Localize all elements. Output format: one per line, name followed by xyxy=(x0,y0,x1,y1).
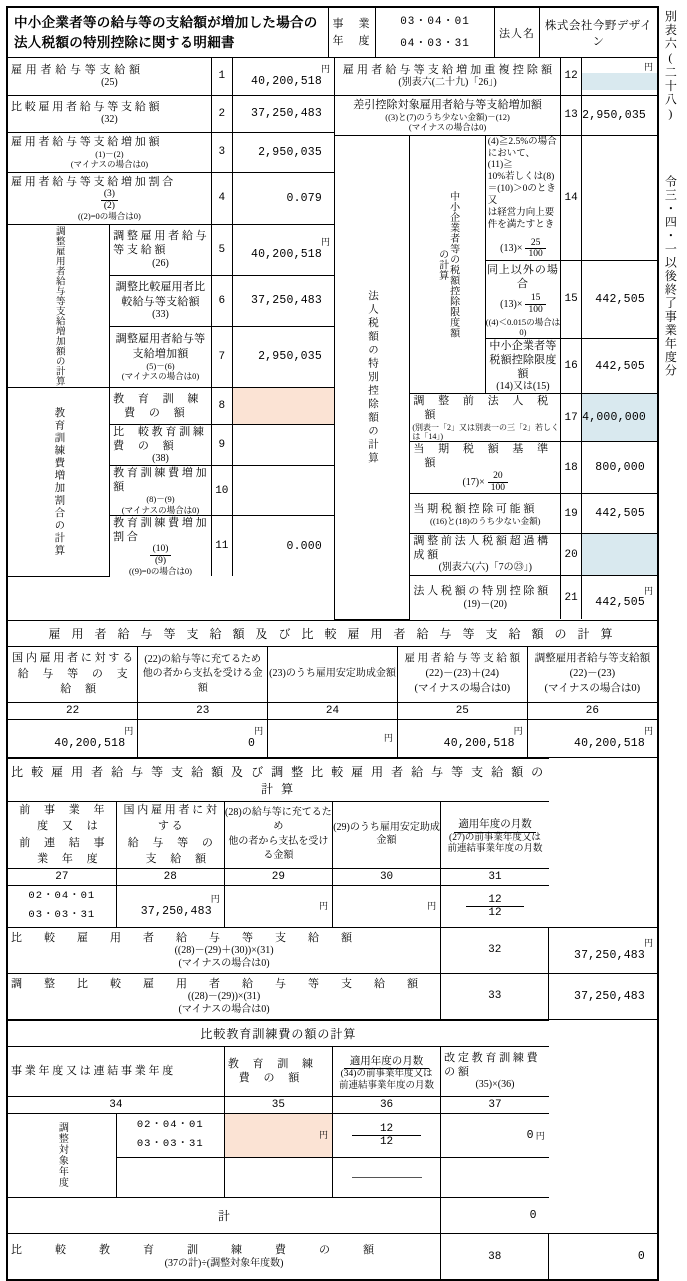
period-start: 03・04・01 xyxy=(400,15,470,28)
row20-number: 20 xyxy=(561,534,582,576)
row6-number: 6 xyxy=(211,275,232,326)
row18-value[interactable]: 800,000 xyxy=(582,441,657,493)
col36-number: 36 xyxy=(332,1096,440,1113)
col30-header: (29)のうち雇用安定助成金額 xyxy=(332,801,440,868)
row4-number: 4 xyxy=(211,172,232,224)
row33-number: 33 xyxy=(441,973,549,1019)
section-wage-calc xyxy=(8,620,657,758)
table-row xyxy=(8,387,334,424)
row14-label xyxy=(485,135,560,260)
col28-number: 28 xyxy=(116,868,224,885)
yen-mark: 円 xyxy=(535,1130,545,1141)
target-period-start: 02・04・01 xyxy=(136,1119,204,1132)
col26-value: 40,200,518 xyxy=(573,736,645,750)
col31-number: 31 xyxy=(441,868,549,885)
col26-value-cell[interactable] xyxy=(527,719,657,757)
row21-value-cell[interactable] xyxy=(582,575,657,619)
yen-mark: 円 xyxy=(383,732,393,743)
row9-value[interactable] xyxy=(232,424,334,466)
row5-label: 調 整 雇 用 者 給 与 等 支 給 額 (26) xyxy=(110,224,212,275)
divider-line xyxy=(352,1177,422,1178)
table-row xyxy=(8,132,334,172)
yen-mark: 円 xyxy=(643,62,653,73)
col31-value-cell[interactable] xyxy=(441,885,549,927)
table-row xyxy=(335,95,658,135)
yen-mark: 円 xyxy=(210,894,220,905)
left-items-table xyxy=(8,58,334,577)
prev-period-start: 02・04・01 xyxy=(28,890,96,903)
prev-period-end: 03・03・31 xyxy=(28,909,96,922)
row1-value-cell[interactable] xyxy=(232,58,334,95)
col22-value-cell[interactable] xyxy=(8,719,138,757)
period-end: 04・03・31 xyxy=(400,37,470,50)
row4-value[interactable]: 0.079 xyxy=(232,172,334,224)
row36-value-cell-2[interactable] xyxy=(332,1157,440,1197)
row35-value-cell-2[interactable] xyxy=(224,1157,332,1197)
row38-number: 38 xyxy=(441,1233,549,1279)
row15-number: 15 xyxy=(561,260,582,338)
row13-number: 13 xyxy=(561,95,582,135)
row11-frac-denominator: (9) xyxy=(154,555,167,566)
row12-value xyxy=(582,73,657,90)
yen-mark: 円 xyxy=(643,585,653,596)
col22-header: 国 内 雇 用 者 に 対 す る 給 与 等 の 支 給 額 xyxy=(8,646,138,702)
col27-number: 27 xyxy=(8,868,116,885)
row15-frac-numerator: 15 xyxy=(525,293,545,305)
row33-label: 調 整 比 較 雇 用 者 給 与 等 支 給 額 ((28)－(29))×(31) (マイナスの場合は0) xyxy=(8,973,441,1019)
target-period-end: 03・03・31 xyxy=(136,1138,204,1151)
row12-number: 12 xyxy=(561,58,582,95)
col27-value-cell[interactable] xyxy=(8,885,116,927)
side-strip-text xyxy=(662,6,677,480)
row16-number: 16 xyxy=(561,338,582,394)
row18-frac-numerator: 20 xyxy=(488,471,508,483)
row13-value[interactable]: 2,950,035 xyxy=(582,95,657,135)
col37-header: 改 定 教 育 訓 練 費 の 額 (35)×(36) xyxy=(441,1046,549,1096)
col22-number: 22 xyxy=(8,702,138,719)
col30-number: 30 xyxy=(332,868,440,885)
row2-value[interactable]: 37,250,483 xyxy=(232,95,334,132)
col31-header: 適用年度の月数 (27)の前事業年度又は 前連結事業年度の月数 xyxy=(441,801,549,868)
row15-formula-prefix: (13)× xyxy=(500,298,523,310)
fiscal-year-label xyxy=(329,8,376,58)
yen-mark: 円 xyxy=(320,64,330,75)
row19-label: 当 期 税 額 控 除 可 能 額 ((16)と(18)のうち少ない金額) xyxy=(410,494,561,534)
row17-number: 17 xyxy=(561,394,582,442)
yen-mark: 円 xyxy=(513,726,523,737)
row14-formula-prefix: (13)× xyxy=(500,243,523,255)
row13-label: 差引控除対象雇用者給与等支給増加額 ((3)と(7)のうち少ない金額)－(12) (マイナスの場合は0) xyxy=(335,95,561,135)
form-outer-frame xyxy=(6,6,659,1281)
table-row xyxy=(8,58,334,95)
col37-number: 37 xyxy=(441,1096,549,1113)
row2-label: 比 較 雇 用 者 給 与 等 支 給 額 (32) xyxy=(8,95,211,132)
row20-label: 調 整 前 法 人 税 額 超 過 構 成 額 (別表六(六)「7の㉓」) xyxy=(410,534,561,576)
row21-value: 442,505 xyxy=(595,595,645,609)
col34-number: 34 xyxy=(8,1096,224,1113)
title-line-1: 中小企業者等の給与等の支給額が増加した場合の xyxy=(14,15,318,30)
row4-frac-numerator: (3) xyxy=(101,189,118,201)
row18-formula-prefix: (17)× xyxy=(462,476,485,488)
yen-mark: 円 xyxy=(427,900,437,911)
yen-mark: 円 xyxy=(254,726,264,737)
col35-number: 35 xyxy=(224,1096,332,1113)
corp-name-value[interactable]: 株式会社今野デザイン xyxy=(540,8,658,58)
page-title xyxy=(8,8,329,58)
row1-label: 雇 用 者 給 与 等 支 給 額 (25) xyxy=(8,58,211,95)
col23-value-cell[interactable] xyxy=(138,719,268,757)
row36-value-cell[interactable] xyxy=(332,1113,440,1157)
yen-mark: 円 xyxy=(643,938,653,949)
form-side-strip xyxy=(659,6,685,1281)
section3-title: 比 較 雇 用 者 給 与 等 支 給 額 及 び 調 整 比 較 雇 用 者 給 与 等 支 給 額 の 計 算 xyxy=(8,758,549,801)
col27-header: 前 事 業 年 度 又 は 前 連 結 事 業 年 度 xyxy=(8,801,116,868)
month-denominator: 12 xyxy=(379,1135,394,1148)
row1-number: 1 xyxy=(211,58,232,95)
col22-value: 40,200,518 xyxy=(54,736,126,750)
form-number: 別表六(二十八) xyxy=(663,10,678,122)
row17-label: 調 整 前 法 人 税 額 (別表一「2」又は別表一の三「2」若しくは「14」) xyxy=(410,394,561,442)
row3-value[interactable]: 2,950,035 xyxy=(232,132,334,172)
section-comparative-wage-calc xyxy=(8,758,657,1020)
col36-header: 適用年度の月数 (34)の前事業年度又は 前連結事業年度の月数 xyxy=(332,1046,440,1096)
col28-header: 国 内 雇 用 者 に 対 す る 給 与 等 の 支 給 額 xyxy=(116,801,224,868)
row18-number: 18 xyxy=(561,441,582,493)
row7-number: 7 xyxy=(211,326,232,387)
col24-value-cell[interactable] xyxy=(268,719,398,757)
row7-value[interactable]: 2,950,035 xyxy=(232,326,334,387)
title-line-2: 法人税額の特別控除に関する明細書 xyxy=(14,34,235,50)
row38-value[interactable]: 0 xyxy=(549,1233,657,1279)
group-label-adjusted-wage: 調整雇用者給与等支給増加額の計算 xyxy=(8,224,110,387)
total-label: 計 xyxy=(8,1197,441,1233)
table-row xyxy=(8,95,334,132)
row18-frac-denominator: 100 xyxy=(490,482,506,493)
row15-value[interactable]: 442,505 xyxy=(582,260,657,338)
row5-value: 40,200,518 xyxy=(250,247,322,261)
row15-label: 同上以外の場合 (13)× $\frac{15}{100}$ ((4)＜0.015の場合は0) xyxy=(485,260,560,338)
col29-number: 29 xyxy=(224,868,332,885)
section2-title: 雇 用 者 給 与 等 支 給 額 及 び 比 較 雇 用 者 給 与 等 支 給 額 の 計 算 xyxy=(8,620,657,646)
row12-value-cell[interactable] xyxy=(582,58,657,95)
col25-value: 40,200,518 xyxy=(443,736,515,750)
group-label-target-years: 調整対象年度 xyxy=(8,1113,116,1197)
col24-header: (23)のうち雇用安定助成金額 xyxy=(268,646,398,702)
corp-name-label: 法人名 xyxy=(495,8,540,58)
col35-header: 教 育 訓 練 費 の 額 xyxy=(224,1046,332,1096)
form-applicability-note: 令三・四・一以後終了事業年度分 xyxy=(663,175,678,378)
row12-label: 雇 用 者 給 与 等 支 給 増 加 重 複 控 除 額 (別表六(二十九)「26」) xyxy=(335,58,561,95)
row34-dates-cell-2[interactable] xyxy=(116,1157,224,1197)
col23-number: 23 xyxy=(138,702,268,719)
col30-value-cell[interactable] xyxy=(332,885,440,927)
row11-value[interactable]: 0.000 xyxy=(232,515,334,576)
row14-number: 14 xyxy=(561,135,582,260)
col34-header: 事 業 年 度 又 は 連 結 事 業 年 度 xyxy=(8,1046,224,1096)
table-row xyxy=(335,135,658,260)
page-layout xyxy=(6,6,685,1281)
row37-value: 0 xyxy=(526,1128,534,1142)
right-items-table xyxy=(334,58,657,620)
row35-value-cell[interactable] xyxy=(224,1113,332,1157)
row11-label: 教 育 訓 練 費 増 加 割 合 $\frac{(10)}{(9)}$ ((9)=0の場合は0) xyxy=(110,515,212,576)
yen-mark: 円 xyxy=(643,726,653,737)
row32-value-cell[interactable] xyxy=(549,927,657,973)
row10-number: 10 xyxy=(211,466,232,516)
col26-header: 調整雇用者給与等支給額 (22)－(23) (マイナスの場合は0) xyxy=(527,646,657,702)
table-row xyxy=(8,224,334,275)
month-numerator: 12 xyxy=(466,894,523,907)
row7-label: 調整雇用者給与等支給増加額 (5)－(6) (マイナスの場合は0) xyxy=(110,326,212,387)
row37-value-cell[interactable] xyxy=(441,1113,549,1157)
row18-label: 当 期 税 額 基 準 額 (17)× $\frac{20}{100}$ xyxy=(410,441,561,493)
row6-label: 調整比較雇用者比較給与等支給額 (33) xyxy=(110,275,212,326)
row21-number: 21 xyxy=(561,575,582,619)
row11-number: 11 xyxy=(211,515,232,576)
month-numerator: 12 xyxy=(352,1123,421,1136)
row32-value: 37,250,483 xyxy=(573,948,645,962)
yen-mark: 円 xyxy=(124,726,134,737)
row8-value[interactable] xyxy=(232,387,334,424)
group-label-sme-tax-credit-limit: 中小企業者等の税額控除限度額の計算 xyxy=(410,135,485,394)
row9-number: 9 xyxy=(211,424,232,466)
yen-mark: 円 xyxy=(318,900,328,911)
form-header xyxy=(8,8,657,58)
row32-label: 比 較 雇 用 者 給 与 等 支 給 額 ((28)－(29)＋(30))×(31) (マイナスの場合は0) xyxy=(8,927,441,973)
col28-value-cell[interactable] xyxy=(116,885,224,927)
row32-number: 32 xyxy=(441,927,549,973)
month-denominator: 12 xyxy=(488,906,502,919)
row14-frac-denominator: 100 xyxy=(528,249,543,260)
col26-number: 26 xyxy=(527,702,657,719)
row8-number: 8 xyxy=(211,387,232,424)
col29-value-cell[interactable] xyxy=(224,885,332,927)
fiscal-period-value[interactable] xyxy=(376,8,495,58)
row34-dates-cell[interactable] xyxy=(116,1113,224,1157)
col25-number: 25 xyxy=(397,702,527,719)
row14-cond-1: (4)≧2.5%の場合において、(11)≧ xyxy=(487,136,557,171)
group-label-training-cost: 教育訓練費増加割合の計算 xyxy=(8,387,110,576)
section-training-cost-calc xyxy=(8,1020,657,1280)
row37-value-cell-2[interactable] xyxy=(441,1157,549,1197)
row6-value[interactable]: 37,250,483 xyxy=(232,275,334,326)
section4-title: 比較教育訓練費の額の計算 xyxy=(8,1020,549,1046)
row3-number: 3 xyxy=(211,132,232,172)
group-label-corporate-tax-deduction: 法人税額の特別控除額の計算 xyxy=(335,135,410,619)
row21-label: 法 人 税 額 の 特 別 控 除 額 (19)－(20) xyxy=(410,575,561,619)
row4-label: 雇 用 者 給 与 等 支 給 増 加 割 合 $\frac{(3)}{(2)}$ ((2)=0の場合は0) xyxy=(8,172,211,224)
row20-value[interactable] xyxy=(582,534,657,576)
row3-label: 雇 用 者 給 与 等 支 給 増 加 額 (1)－(2) (マイナスの場合は0) xyxy=(8,132,211,172)
row2-number: 2 xyxy=(211,95,232,132)
col28-value: 37,250,483 xyxy=(140,904,212,918)
row19-number: 19 xyxy=(561,494,582,534)
row15-frac-denominator: 100 xyxy=(528,304,543,315)
row8-label: 教 育 訓 練 費 の 額 xyxy=(110,387,212,424)
row11-frac-numerator: (10) xyxy=(150,544,172,556)
row9-label: 比 較 教 育 訓 練 費 の 額 (38) xyxy=(110,424,212,466)
total-value[interactable]: 0 xyxy=(441,1197,549,1233)
row38-label: 比 較 教 育 訓 練 費 の 額 (37の計)÷(調整対象年度数) xyxy=(8,1233,441,1279)
fiscal-label-line1: 事 業 xyxy=(332,18,372,31)
row14-value[interactable] xyxy=(582,135,657,260)
yen-mark: 円 xyxy=(318,1129,328,1140)
col24-number: 24 xyxy=(268,702,398,719)
row16-label: 中小企業者等税額控除限度額 (14)又は(15) xyxy=(485,338,560,394)
main-top-block xyxy=(8,58,657,620)
row1-value: 40,200,518 xyxy=(250,74,322,88)
row16-value[interactable]: 442,505 xyxy=(582,338,657,394)
row14-cond-3: は経営力向上要件を満たすとき xyxy=(487,207,555,230)
row17-value[interactable]: 4,000,000 xyxy=(582,394,657,442)
table-row xyxy=(335,58,658,95)
row19-value[interactable]: 442,505 xyxy=(582,494,657,534)
row14-cond-2: 10%若しくは(8)＝(10)＞0のとき又 xyxy=(487,172,556,206)
row10-value[interactable] xyxy=(232,466,334,516)
row14-frac-numerator: 25 xyxy=(525,238,545,250)
col25-value-cell[interactable] xyxy=(397,719,527,757)
row17-sublabel: (別表一「2」又は別表一の三「2」若しくは「14」) xyxy=(412,422,560,441)
row10-label: 教 育 訓 練 費 増 加 額 (8)－(9) (マイナスの場合は0) xyxy=(110,466,212,516)
row33-value[interactable]: 37,250,483 xyxy=(549,973,657,1019)
row5-value-cell[interactable] xyxy=(232,224,334,275)
fiscal-label-line2: 年 度 xyxy=(332,34,372,47)
col25-header: 雇 用 者 給 与 等 支 給 額 (22)－(23)＋(24) (マイナスの場合は0) xyxy=(397,646,527,702)
yen-mark: 円 xyxy=(320,237,330,248)
table-row xyxy=(8,172,334,224)
row4-frac-denominator: (2) xyxy=(103,200,115,211)
col23-value: 0 xyxy=(247,736,256,750)
col23-header: (22)の給与等に充てるため 他の者から支払を受ける金額 xyxy=(138,646,268,702)
col29-header: (28)の給与等に充てるため 他の者から支払を受ける金額 xyxy=(224,801,332,868)
row5-number: 5 xyxy=(211,224,232,275)
